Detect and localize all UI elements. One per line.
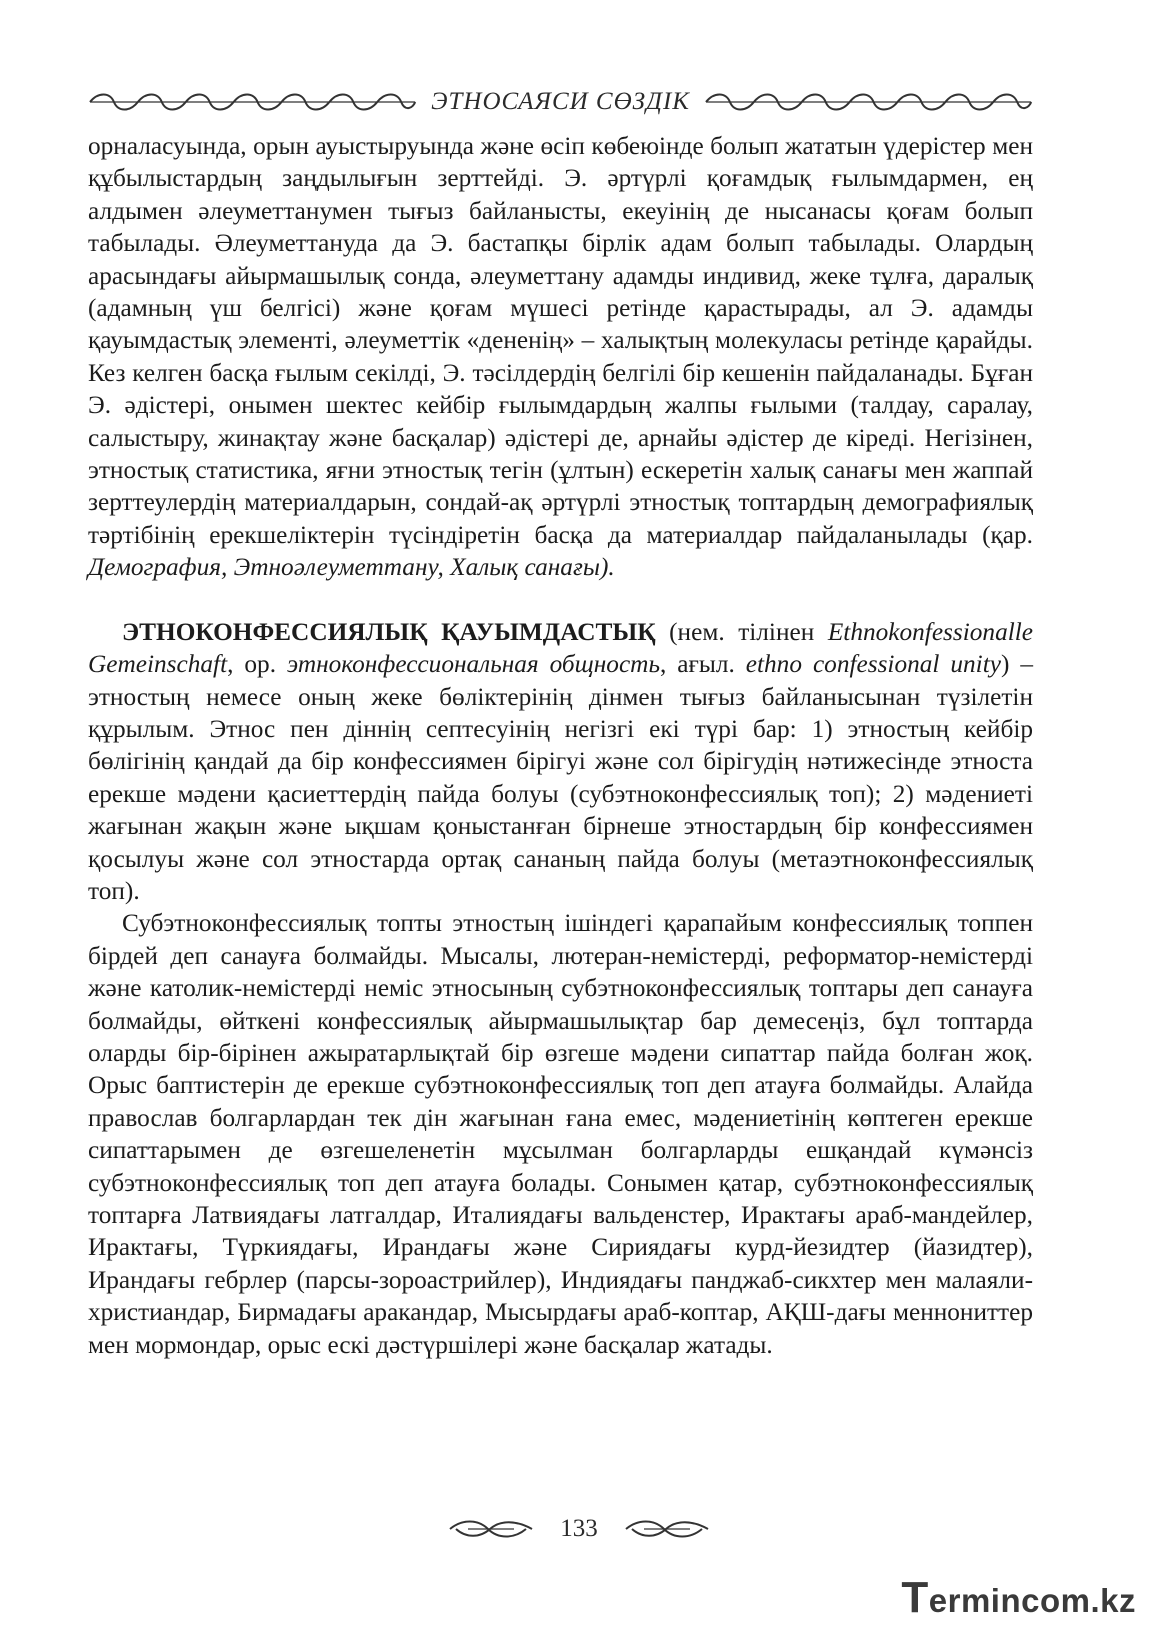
entry-lead-german: (нем. тілінен: [669, 617, 815, 646]
cross-references: Демография, Этноәлеуметтану, Халық санағы).: [88, 553, 615, 582]
paragraph: Субэтноконфессиялық топты этностың ішіндегі қарапайым конфессиялық топпен бірдей деп санауға болмайды. Мысалы, лютеран-немістерді, реформатор-немістерді және католик-немістерді неміс этносының субэтноконфессиялық топтары деп санауға болмайды, өйткені конфессиялық айырмашылықтар бар демесеңіз, бұл топтарда оларды бір-бірінен ажыратарлықтай бір өзгеше мәдени сипаттар пайда болған жоқ. Орыс баптистерін де ерекше субэтноконфессиялық топ деп атауға болмайды. Алайда православ болгарлардан тек дін жағынан ғана емес, мәдениетінің көптеген ерекше сипаттарымен де өзгешеленетін мұсылман болгарларды ешқандай күмәнсіз субэтноконфессиялық топ деп атауға болады. Сонымен қатар, субэтноконфессиялық топтарға Латвиядағы латгалдар, Италиядағы вальденстер, Ирактағы араб-мандейлер, Ирактағы, Түркиядағы, Ирандағы және Сириядағы курд-йезидтер (йазидтер), Ирандағы гебрлер (парсы-зороастрийлер), Индиядағы панджаб-сикхтер мен малаяли-христиандар, Бирмадағы аракандар, Мысырдағы араб-коптар, АҚШ-дағы меннониттер мен мормондар, орыс ескі дәстүршілері және басқалар жатады.: [88, 909, 1033, 1359]
german-equivalent: Ethnokonfessionalle Gemeinschaft: [88, 617, 1033, 679]
running-header: [88, 84, 1033, 120]
page-body: [88, 130, 1033, 1361]
footer-ornament-right: [624, 1516, 710, 1542]
header-title: ЭТНОСАЯСИ СӨЗДІК: [431, 88, 690, 115]
english-equivalent: ethno confessional unity: [745, 650, 1001, 679]
entry-separator: [88, 584, 1033, 616]
header-ornament-right: [704, 90, 1033, 114]
dictionary-entry: [88, 616, 1033, 908]
entry-term: ЭТНОКОНФЕССИЯЛЫҚ ҚАУЫМДАСТЫҚ: [122, 617, 656, 646]
site-watermark: Termincom.kz: [901, 1573, 1136, 1622]
footer-ornament-left: [448, 1516, 534, 1542]
header-ornament-left: [88, 90, 417, 114]
paragraph-text: орналасуында, орын ауыстыруында және өсіп көбеюінде болып жататын үдерістер мен құбылыстардың заңдылығын зерттейді. Э. әртүрлі қоғамдық ғылымдармен, ең алдымен әлеуметтанумен тығыз байланысты, екеуінің де нысанасы қоғам болып табылады. Әлеуметтануда да Э. бастапқы бірлік адам болып табылады. Олардың арасындағы айырмашылық сонда, әлеуметтану адамды индивид, жеке тұлға, даралық (адамның үш белгісі) және қоғам мүшесі ретінде қарастырады, ал Э. адамды қауымдастық элементі, әлеуметтік «дененің» – халықтың молекуласы ретінде қарайды. Кез келген басқа ғылым секілді, Э. тәсілдердің белгілі бір кешенін пайдаланады. Бұған Э. әдістері, онымен шектес кейбір ғылымдардың жалпы ғылыми (талдау, саралау, салыстыру, жинақтау және басқалар) әдістері де, арнайы әдістер де кіреді. Негізінен, этностық статистика, яғни этностық тегін (ұлтын) ескеретін халық санағы мен жаппай зерттеулердің материалдарын, сондай-ақ әртүрлі этностық топтардың демографиялық тәртібінің ерекшеліктерін түсіндіретін басқа да материалдар пайдаланылады (қар.: [88, 132, 1033, 549]
russian-equivalent: этноконфессиональная общность: [287, 650, 660, 679]
entry-definition: ) – этностың немесе оның жеке бөліктерінің дінмен тығыз байланысынан түзілетін құрылым. Этнос пен діннің септесуінің негізгі екі түрі бар: 1) этностың кейбір бөлігінің қандай да бір конфессиямен бірігуі және сол бірігудің нәтижесінде этноста ерекше мәдени қасиеттердің пайда болуы (субэтноконфессиялық топ); 2) мәдениеті жағынан жақын және ықшам қоныстанған бірнеше этностардың бір конфессиямен қосылуы және сол этностарда ортақ сананың пайда болуы (метаэтноконфессиялық топ).: [88, 650, 1034, 905]
page-number: 133: [560, 1515, 598, 1542]
page-footer: [0, 1515, 1158, 1543]
entry-lead-russian: , ор.: [227, 650, 277, 679]
paragraph-continued: [88, 130, 1033, 584]
entry-lead-english: , ағыл.: [659, 650, 735, 679]
